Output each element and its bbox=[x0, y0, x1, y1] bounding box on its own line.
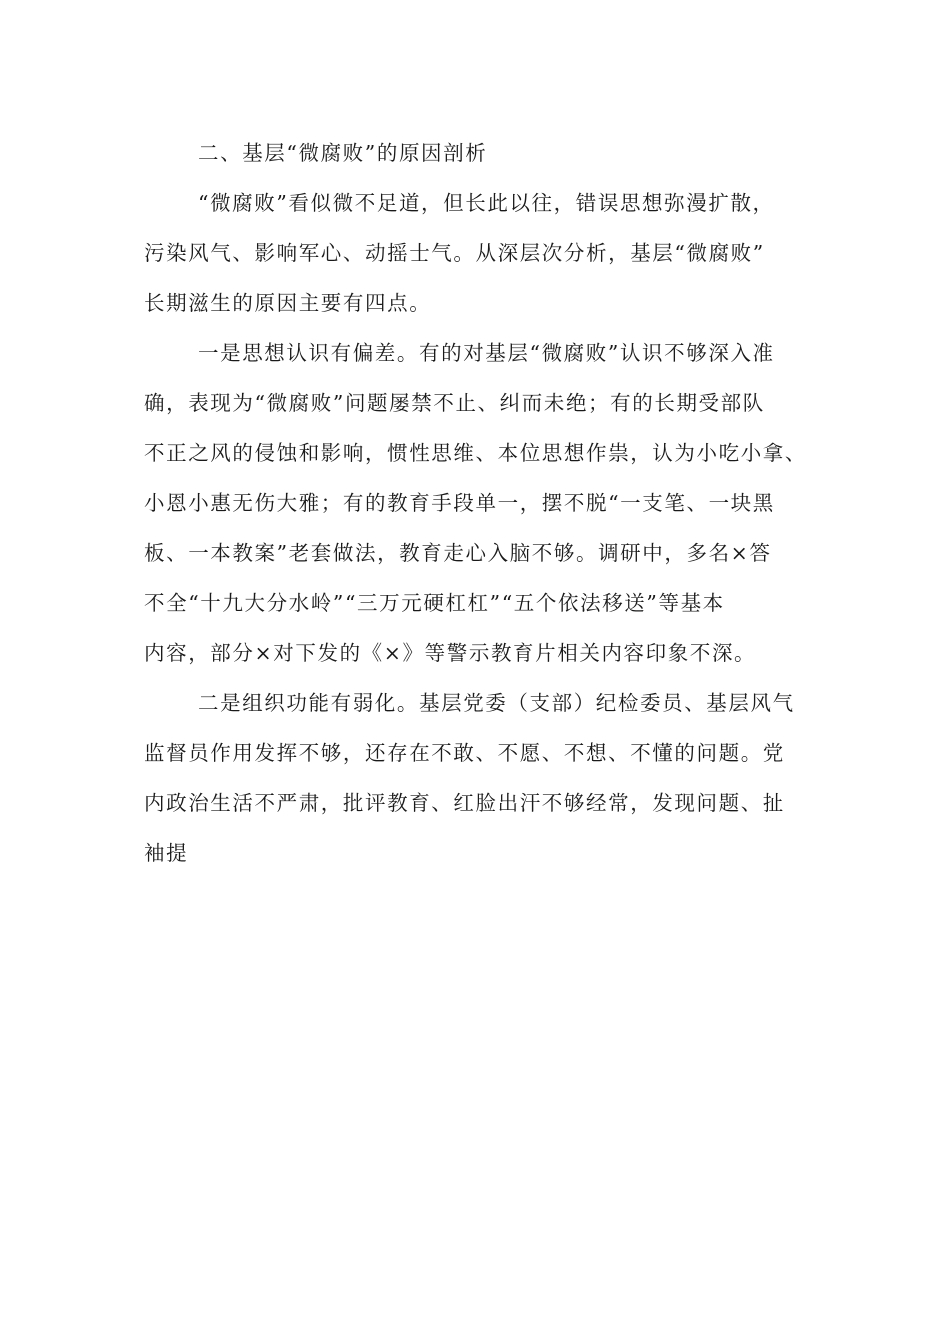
paragraph-line: 小恩小惠无伤大雅；有的教育手段单一，摆不脱“一支笔、一块黑 bbox=[144, 491, 775, 515]
paragraph-2 bbox=[144, 328, 808, 678]
paragraph-line: 二是组织功能有弱化。基层党委（支部）纪检委员、基层风气 bbox=[198, 691, 795, 715]
paragraph-1 bbox=[144, 178, 808, 328]
document-body bbox=[144, 128, 808, 878]
paragraph-line: 一是思想认识有偏差。有的对基层“微腐败”认识不够深入准 bbox=[198, 341, 775, 365]
section-heading: 二、基层“微腐败”的原因剖析 bbox=[198, 141, 488, 165]
paragraph-line: 长期滋生的原因主要有四点。 bbox=[144, 291, 432, 315]
paragraph-line: 内容，部分×对下发的《×》等警示教育片相关内容印象不深。 bbox=[144, 641, 757, 665]
paragraph-line: “微腐败”看似微不足道，但长此以往，错误思想弥漫扩散， bbox=[198, 191, 775, 215]
paragraph-line: 不全“十九大分水岭”“三万元硬杠杠”“五个依法移送”等基本 bbox=[144, 591, 725, 615]
paragraph-line: 袖提 bbox=[144, 841, 189, 865]
paragraph-line: 污染风气、影响军心、动摇士气。从深层次分析，基层“微腐败” bbox=[144, 241, 765, 265]
paragraph-line: 板、一本教案”老套做法，教育走心入脑不够。调研中，多名×答 bbox=[144, 541, 772, 565]
paragraph-3 bbox=[144, 678, 808, 878]
paragraph-line: 内政治生活不严肃，批评教育、红脸出汗不够经常，发现问题、扯 bbox=[144, 791, 785, 815]
paragraph-line: 确，表现为“微腐败”问题屡禁不止、纠而未绝；有的长期受部队 bbox=[144, 391, 765, 415]
paragraph-line: 不正之风的侵蚀和影响，惯性思维、本位思想作祟，认为小吃小拿、 bbox=[144, 441, 807, 465]
paragraph-line: 监督员作用发挥不够，还存在不敢、不愿、不想、不懂的问题。党 bbox=[144, 741, 785, 765]
